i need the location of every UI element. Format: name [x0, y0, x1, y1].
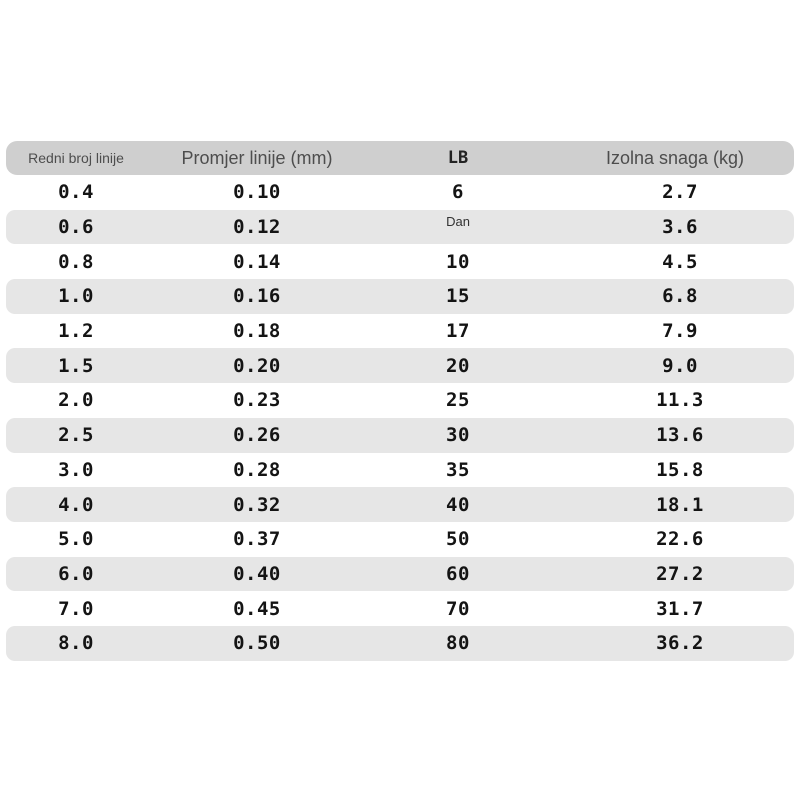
- cell-line-diameter: 0.40: [233, 562, 281, 585]
- cell-breaking-strength: 15.8: [656, 458, 704, 481]
- cell-line-diameter: 0.37: [233, 528, 281, 551]
- table-row: [6, 383, 794, 418]
- table-row: [6, 487, 794, 522]
- cell-line-diameter: 0.10: [233, 181, 281, 204]
- cell-breaking-strength: 9.0: [662, 354, 698, 377]
- cell-lb: 30: [446, 424, 470, 447]
- header-lb: LB: [447, 148, 469, 168]
- cell-line-number: 2.0: [58, 389, 94, 412]
- cell-line-diameter: 0.18: [233, 320, 281, 343]
- cell-line-diameter: 0.26: [233, 424, 281, 447]
- cell-line-diameter: 0.16: [233, 285, 281, 308]
- cell-line-diameter: 0.14: [233, 250, 281, 273]
- line-spec-table: [6, 141, 794, 661]
- cell-breaking-strength: 3.6: [662, 216, 698, 239]
- table-row: [6, 522, 794, 557]
- cell-line-diameter: 0.28: [233, 458, 281, 481]
- cell-lb: Dan: [446, 213, 470, 229]
- cell-breaking-strength: 27.2: [656, 562, 704, 585]
- cell-breaking-strength: 4.5: [662, 250, 698, 273]
- table-row: [6, 557, 794, 592]
- cell-line-number: 3.0: [58, 458, 94, 481]
- cell-line-diameter: 0.20: [233, 354, 281, 377]
- cell-breaking-strength: 2.7: [662, 181, 698, 204]
- cell-breaking-strength: 36.2: [656, 632, 704, 655]
- cell-line-diameter: 0.45: [233, 597, 281, 620]
- cell-line-number: 2.5: [58, 424, 94, 447]
- cell-breaking-strength: 7.9: [662, 320, 698, 343]
- cell-lb: 17: [446, 320, 470, 343]
- cell-line-number: 1.0: [58, 285, 94, 308]
- cell-lb: 70: [446, 597, 470, 620]
- cell-line-number: 6.0: [58, 562, 94, 585]
- table-row: [6, 314, 794, 349]
- cell-breaking-strength: 6.8: [662, 285, 698, 308]
- cell-line-number: 0.4: [58, 181, 94, 204]
- cell-lb: 20: [446, 354, 470, 377]
- table-body: [6, 175, 794, 661]
- table-header-row: [6, 141, 794, 175]
- table-row: [6, 453, 794, 488]
- table-row: [6, 244, 794, 279]
- header-breaking-strength: Izolna snaga (kg): [605, 147, 745, 168]
- cell-line-number: 0.8: [58, 250, 94, 273]
- cell-breaking-strength: 11.3: [656, 389, 704, 412]
- header-line-diameter: Promjer linije (mm): [181, 147, 333, 168]
- table-row: [6, 591, 794, 626]
- cell-line-diameter: 0.12: [233, 216, 281, 239]
- cell-breaking-strength: 31.7: [656, 597, 704, 620]
- cell-lb: 80: [446, 632, 470, 655]
- cell-lb: 35: [446, 458, 470, 481]
- cell-line-number: 0.6: [58, 216, 94, 239]
- cell-line-number: 5.0: [58, 528, 94, 551]
- table-row: [6, 626, 794, 661]
- cell-breaking-strength: 22.6: [656, 528, 704, 551]
- cell-line-number: 1.2: [58, 320, 94, 343]
- cell-line-number: 7.0: [58, 597, 94, 620]
- cell-line-diameter: 0.50: [233, 632, 281, 655]
- cell-breaking-strength: 13.6: [656, 424, 704, 447]
- cell-line-number: 4.0: [58, 493, 94, 516]
- cell-breaking-strength: 18.1: [656, 493, 704, 516]
- cell-lb: 50: [446, 528, 470, 551]
- table-row: [6, 279, 794, 314]
- table-row: [6, 210, 794, 245]
- cell-lb: 25: [446, 389, 470, 412]
- table-row: [6, 348, 794, 383]
- cell-line-number: 1.5: [58, 354, 94, 377]
- table-row: [6, 175, 794, 210]
- cell-lb: 60: [446, 562, 470, 585]
- cell-lb: 40: [446, 493, 470, 516]
- cell-line-diameter: 0.23: [233, 389, 281, 412]
- cell-lb: 10: [446, 250, 470, 273]
- table-row: [6, 418, 794, 453]
- cell-lb: 6: [452, 181, 464, 204]
- cell-line-diameter: 0.32: [233, 493, 281, 516]
- header-line-number: Redni broj linije: [28, 150, 124, 166]
- cell-line-number: 8.0: [58, 632, 94, 655]
- cell-lb: 15: [446, 285, 470, 308]
